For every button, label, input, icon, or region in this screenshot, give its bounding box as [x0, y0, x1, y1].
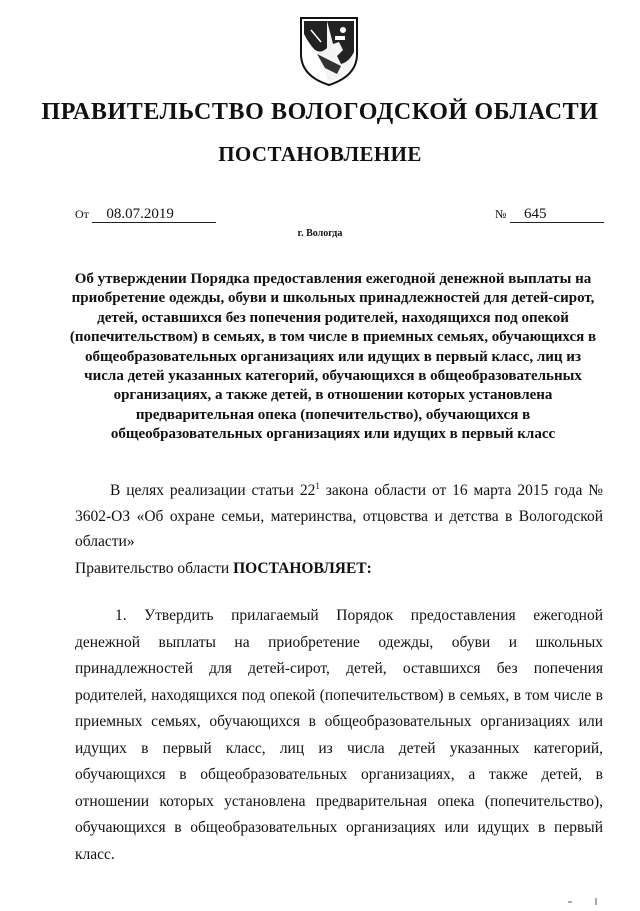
- resolve-word: ПОСТАНОВЛЯЕТ:: [233, 560, 372, 577]
- intro-text-end: закона области от 16 марта 2015 года № 3602-ОЗ «Об охране семьи, материнства, отцовства и детства в Вологодской области»: [75, 482, 603, 550]
- resolve-paragraph: [75, 556, 603, 582]
- intro-paragraph: [75, 478, 603, 555]
- organization-title: ПРАВИТЕЛЬСТВО ВОЛОГОДСКОЙ ОБЛАСТИ: [41, 99, 599, 125]
- document-number: [495, 207, 604, 223]
- document-heading: Об утверждении Порядка предоставления ежегодной денежной выплаты на приобретение одежды, обуви и школьных принадлежностей для детей-сирот, детей, оставшихся без попечения родителей, находящихся под опекой (попечительством) в семьях, в том числе в приемных семьях, обучающихся в общеобразовательных организациях или идущих в первый класс, лиц из числа детей указанных категорий, обучающихся в общеобразовательных организациях, а также детей, в отношении которых установлена предварительная опека (попечительство), обучающихся в общеобразовательных организациях или идущих в первый класс: [69, 271, 597, 443]
- date-value: 08.07.2019: [92, 207, 216, 223]
- city-label: г. Вологда: [297, 228, 343, 239]
- intro-text-start: В целях реализации статьи 22: [110, 482, 316, 499]
- resolve-prefix: Правительство области: [75, 560, 234, 577]
- item-1-paragraph: 1. Утвердить прилагаемый Порядок предоставления ежегодной денежной выплаты на приобретение одежды, обуви и школьных принадлежностей для детей-сирот, детей, оставшихся без попечения родителей, находящихся под опекой (попечительством) в семьях, в том числе в приемных семьях, обучающихся в общеобразовательных организациях или идущих в первый класс, лиц из числа детей указанных категорий, обучающихся в общеобразовательных организациях, а также детей, в отношении которых установлена предварительная опека (попечительство), обучающихся в общеобразовательных организациях или идущих в первый класс.: [75, 607, 603, 863]
- document-type: ПОСТАНОВЛЕНИЕ: [218, 142, 422, 166]
- document-date: [75, 207, 216, 223]
- number-value: 645: [510, 207, 604, 223]
- article-superscript: 1: [315, 480, 320, 491]
- date-label: От: [75, 207, 89, 221]
- vologda-coat-of-arms-icon: [297, 14, 361, 88]
- number-label: №: [495, 207, 507, 221]
- page-mark: [566, 893, 606, 903]
